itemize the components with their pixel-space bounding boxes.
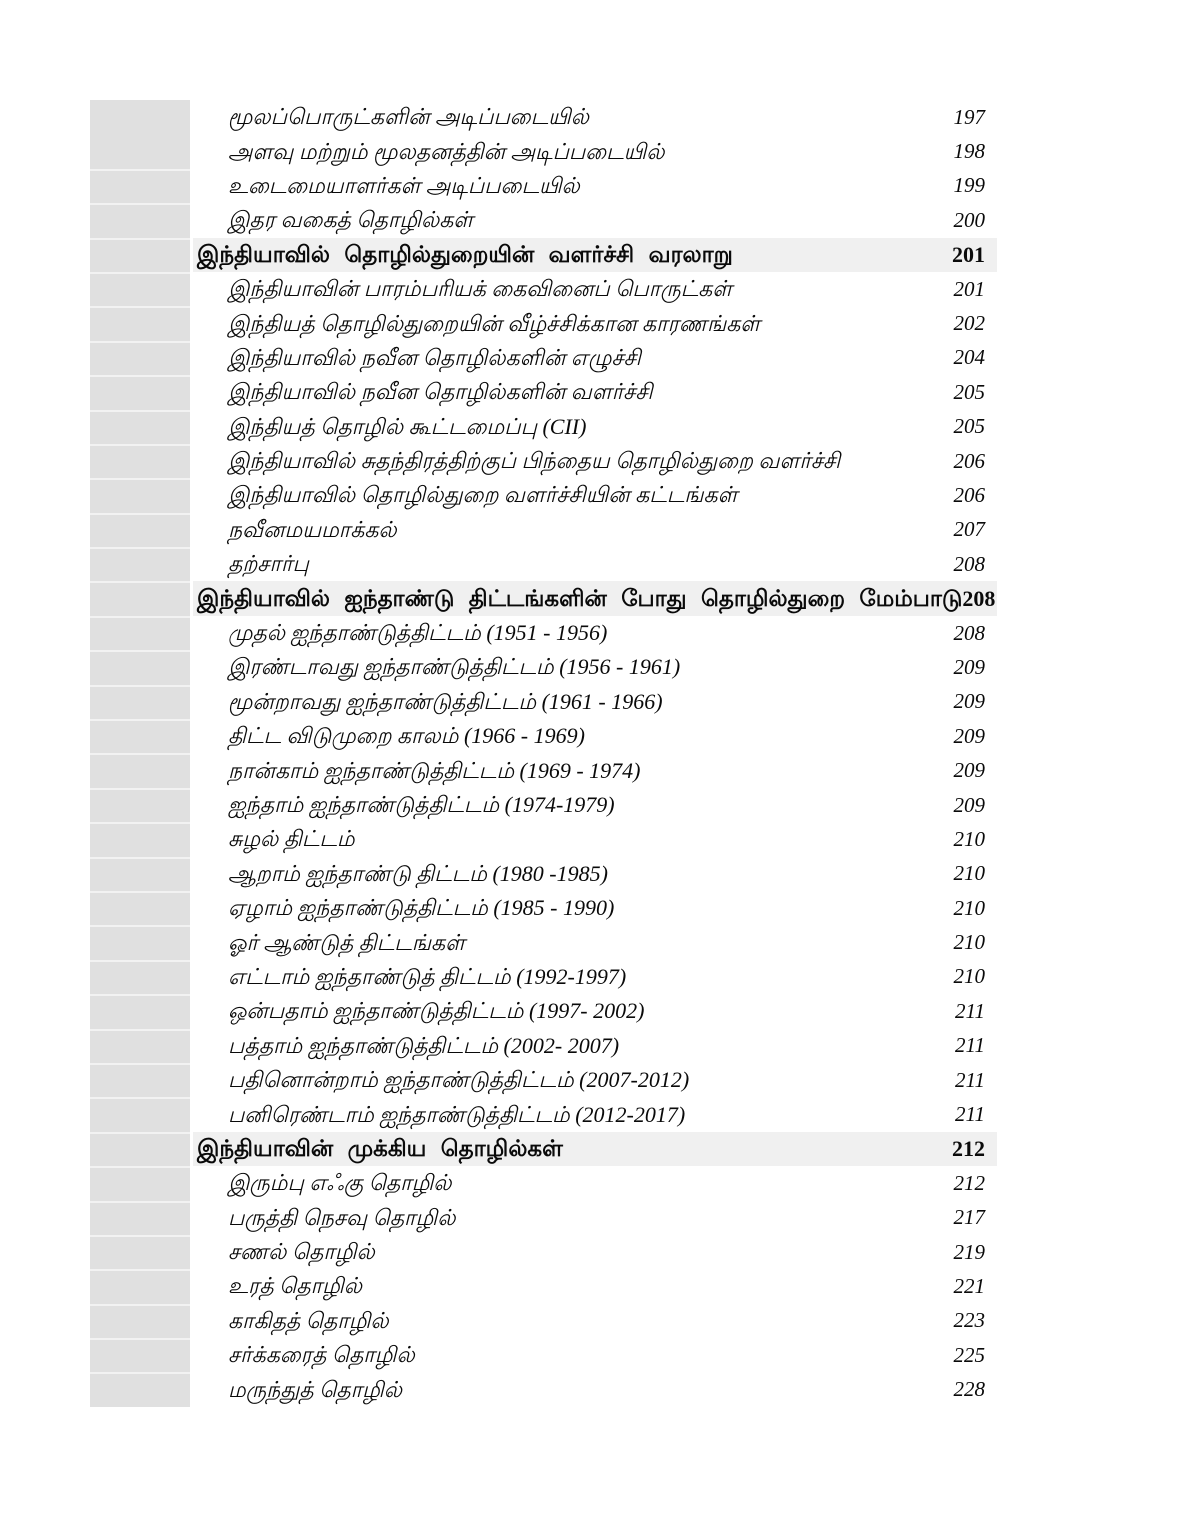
sidebar-strip-cell [90, 1132, 190, 1166]
sidebar-strip-cell [90, 203, 190, 237]
toc-entry-page-number: 198 [953, 139, 985, 164]
toc-row [0, 685, 1182, 719]
toc-entry-title: ஆறாம் ஐந்தாண்டு திட்டம் (1980 -1985) [228, 860, 608, 886]
toc-row-main [193, 1063, 997, 1097]
toc-entry-title: இந்தியாவில் தொழில்துறை வளர்ச்சியின் கட்டங்கள் [228, 482, 738, 508]
toc-row [0, 341, 1182, 375]
toc-entry-page-number: 211 [955, 1102, 985, 1127]
toc-row [0, 857, 1182, 891]
sidebar-strip-cell [90, 650, 190, 684]
toc-entry-title: இதர வகைத் தொழில்கள் [228, 207, 474, 233]
toc-entry-title: பத்தாம் ஐந்தாண்டுத்திட்டம் (2002- 2007) [228, 1032, 620, 1058]
toc-row-main [193, 547, 997, 581]
toc-row-main [193, 753, 997, 787]
sidebar-strip-cell [90, 822, 190, 856]
toc-row-main [193, 478, 997, 512]
toc-row-main [193, 1372, 997, 1406]
sidebar-strip-cell [90, 410, 190, 444]
toc-entry-title: மூலப்பொருட்களின் அடிப்படையில் [228, 104, 589, 130]
sidebar-strip-cell [90, 1304, 190, 1338]
toc-row-main [193, 822, 997, 856]
toc-entry-page-number: 209 [953, 723, 985, 748]
toc-row [0, 1201, 1182, 1235]
toc-entry-page-number: 208 [953, 620, 985, 645]
toc-entry-title: எட்டாம் ஐந்தாண்டுத் திட்டம் (1992-1997) [228, 963, 627, 989]
toc-entry-title: இந்தியாவில் ஐந்தாண்டு திட்டங்களின் போது தொழில்துறை மேம்பாடு [197, 585, 963, 612]
toc-row-main [193, 375, 997, 409]
toc-entry-page-number: 210 [953, 930, 985, 955]
toc-row [0, 1269, 1182, 1303]
sidebar-strip-cell [90, 1029, 190, 1063]
sidebar-strip-cell [90, 616, 190, 650]
toc-row [0, 513, 1182, 547]
toc-row [0, 1063, 1182, 1097]
toc-entry-page-number: 211 [955, 998, 985, 1023]
toc-entry-page-number: 205 [953, 379, 985, 404]
sidebar-strip-cell [90, 1097, 190, 1131]
toc-entry-title: இரண்டாவது ஐந்தாண்டுத்திட்டம் (1956 - 1961) [228, 654, 681, 680]
toc-row-main [193, 1235, 997, 1269]
sidebar-strip-cell [90, 719, 190, 753]
toc-entry-page-number: 228 [953, 1377, 985, 1402]
toc-entry-page-number: 208 [962, 585, 996, 611]
toc-entry-title: பருத்தி நெசவு தொழில் [228, 1204, 456, 1230]
toc-row [0, 478, 1182, 512]
toc-row [0, 891, 1182, 925]
toc-entry-page-number: 206 [953, 482, 985, 507]
toc-entry-page-number: 211 [955, 1033, 985, 1058]
toc-entry-title: இந்தியத் தொழில் கூட்டமைப்பு (CII) [228, 413, 587, 439]
sidebar-strip-cell [90, 513, 190, 547]
sidebar-strip-cell [90, 581, 190, 615]
toc-entry-title: இந்தியாவில் சுதந்திரத்திற்குப் பிந்தைய தொழில்துறை வளர்ச்சி [228, 448, 841, 474]
sidebar-strip-cell [90, 1372, 190, 1406]
toc-row-main [193, 719, 997, 753]
toc-entry-title: ஏழாம் ஐந்தாண்டுத்திட்டம் (1985 - 1990) [228, 895, 615, 921]
toc-entry-page-number: 210 [953, 826, 985, 851]
toc-row [0, 994, 1182, 1028]
toc-entry-title: உரத் தொழில் [228, 1273, 363, 1299]
toc-row-main [193, 581, 997, 615]
toc-entry-page-number: 219 [953, 1239, 985, 1264]
toc-entry-title: இந்தியாவின் பாரம்பரியக் கைவினைப் பொருட்கள் [228, 276, 733, 302]
toc-row-main [193, 1166, 997, 1200]
toc-row [0, 822, 1182, 856]
toc-entry-page-number: 217 [953, 1205, 985, 1230]
toc-row [0, 375, 1182, 409]
toc-entry-page-number: 197 [953, 104, 985, 129]
toc-entry-page-number: 212 [952, 1135, 985, 1161]
toc-entry-title: சுழல் திட்டம் [228, 826, 355, 852]
toc-row [0, 1304, 1182, 1338]
toc-entry-page-number: 212 [953, 1170, 985, 1195]
toc-entry-page-number: 209 [953, 689, 985, 714]
toc-row-main [193, 616, 997, 650]
sidebar-strip-cell [90, 100, 190, 134]
toc-row-main [193, 238, 997, 272]
toc-entry-title: சர்க்கரைத் தொழில் [228, 1342, 415, 1368]
toc-row-main [193, 272, 997, 306]
sidebar-strip-cell [90, 1269, 190, 1303]
toc-entry-title: பனிரெண்டாம் ஐந்தாண்டுத்திட்டம் (2012-2017) [228, 1101, 686, 1127]
toc-entry-page-number: 208 [953, 551, 985, 576]
toc-row [0, 203, 1182, 237]
sidebar-strip-cell [90, 1063, 190, 1097]
toc-row-main [193, 1338, 997, 1372]
toc-entry-title: சணல் தொழில் [228, 1239, 375, 1265]
toc-row-main [193, 1132, 997, 1166]
toc-entry-title: உடைமையாளர்கள் அடிப்படையில் [228, 172, 580, 198]
sidebar-strip-cell [90, 1235, 190, 1269]
sidebar-strip-cell [90, 375, 190, 409]
toc-entry-title: மூன்றாவது ஐந்தாண்டுத்திட்டம் (1961 - 1966) [228, 688, 663, 714]
toc-entry-title: மருந்துத் தொழில் [228, 1376, 402, 1402]
sidebar-strip-cell [90, 1201, 190, 1235]
toc-row-main [193, 1029, 997, 1063]
toc-row-main [193, 306, 997, 340]
sidebar-strip-cell [90, 1338, 190, 1372]
toc-row [0, 1338, 1182, 1372]
toc-row-main [193, 203, 997, 237]
toc-entry-title: திட்ட விடுமுறை காலம் (1966 - 1969) [228, 723, 585, 749]
toc-section-header-row [0, 1132, 1182, 1166]
toc-row [0, 169, 1182, 203]
toc-row [0, 444, 1182, 478]
toc-row [0, 1372, 1182, 1406]
toc-entry-title: நான்காம் ஐந்தாண்டுத்திட்டம் (1969 - 1974) [228, 757, 641, 783]
sidebar-strip-cell [90, 925, 190, 959]
toc-entry-page-number: 202 [953, 311, 985, 336]
toc-entry-page-number: 210 [953, 895, 985, 920]
toc-entry-page-number: 204 [953, 345, 985, 370]
toc-entry-title: இந்தியாவில் தொழில்துறையின் வளர்ச்சி வரலாறு [197, 241, 733, 268]
toc-row-main [193, 1304, 997, 1338]
toc-entry-page-number: 210 [953, 861, 985, 886]
toc-entry-title: இந்தியாவில் நவீன தொழில்களின் வளர்ச்சி [228, 379, 653, 405]
toc-entry-title: ஓர் ஆண்டுத் திட்டங்கள் [228, 929, 465, 955]
table-of-contents [0, 100, 1182, 1407]
toc-row [0, 134, 1182, 168]
toc-entry-title: பதினொன்றாம் ஐந்தாண்டுத்திட்டம் (2007-2012) [228, 1067, 690, 1093]
toc-entry-page-number: 223 [953, 1308, 985, 1333]
toc-entry-page-number: 201 [952, 241, 985, 267]
toc-entry-title: இந்தியாவில் நவீன தொழில்களின் எழுச்சி [228, 344, 641, 370]
toc-row [0, 753, 1182, 787]
sidebar-strip-cell [90, 169, 190, 203]
sidebar-strip-cell [90, 960, 190, 994]
toc-entry-title: நவீனமயமாக்கல் [228, 516, 397, 542]
toc-row-main [193, 444, 997, 478]
sidebar-strip-cell [90, 753, 190, 787]
toc-entry-title: ஐந்தாம் ஐந்தாண்டுத்திட்டம் (1974-1979) [228, 792, 615, 817]
toc-section-header-row [0, 581, 1182, 615]
toc-entry-page-number: 210 [953, 964, 985, 989]
toc-row [0, 960, 1182, 994]
toc-row-main [193, 341, 997, 375]
toc-row [0, 1166, 1182, 1200]
toc-row [0, 616, 1182, 650]
toc-row [0, 788, 1182, 822]
toc-entry-page-number: 201 [953, 276, 985, 301]
sidebar-strip-cell [90, 272, 190, 306]
toc-entry-title: இந்தியத் தொழில்துறையின் வீழ்ச்சிக்கான காரணங்கள் [228, 310, 761, 336]
sidebar-strip-cell [90, 238, 190, 272]
toc-entry-page-number: 206 [953, 448, 985, 473]
toc-row [0, 719, 1182, 753]
toc-row [0, 272, 1182, 306]
sidebar-strip-cell [90, 134, 190, 168]
toc-row [0, 1097, 1182, 1131]
toc-row-main [193, 1269, 997, 1303]
toc-section-header-row [0, 238, 1182, 272]
toc-entry-title: இந்தியாவின் முக்கிய தொழில்கள் [197, 1135, 563, 1162]
toc-row [0, 925, 1182, 959]
toc-row-main [193, 960, 997, 994]
toc-entry-page-number: 199 [953, 173, 985, 198]
sidebar-strip-cell [90, 444, 190, 478]
sidebar-strip-cell [90, 994, 190, 1028]
toc-row-main [193, 994, 997, 1028]
toc-row-main [193, 410, 997, 444]
sidebar-strip-cell [90, 788, 190, 822]
toc-row [0, 306, 1182, 340]
toc-entry-title: இரும்பு எஃகு தொழில் [228, 1170, 452, 1196]
toc-entry-page-number: 209 [953, 758, 985, 783]
sidebar-strip-cell [90, 685, 190, 719]
toc-row-main [193, 891, 997, 925]
toc-row-main [193, 513, 997, 547]
toc-row-main [193, 925, 997, 959]
toc-row-main [193, 788, 997, 822]
toc-row-main [193, 134, 997, 168]
toc-row [0, 1235, 1182, 1269]
toc-entry-title: காகிதத் தொழில் [228, 1307, 389, 1333]
toc-row [0, 100, 1182, 134]
sidebar-strip-cell [90, 891, 190, 925]
sidebar-strip-cell [90, 306, 190, 340]
toc-row-main [193, 650, 997, 684]
toc-row [0, 1029, 1182, 1063]
toc-entry-page-number: 205 [953, 414, 985, 439]
sidebar-strip-cell [90, 857, 190, 891]
sidebar-strip-cell [90, 547, 190, 581]
sidebar-strip-cell [90, 341, 190, 375]
toc-entry-page-number: 225 [953, 1342, 985, 1367]
sidebar-strip-cell [90, 1166, 190, 1200]
toc-row-main [193, 169, 997, 203]
sidebar-strip-cell [90, 478, 190, 512]
toc-row [0, 547, 1182, 581]
toc-row-main [193, 857, 997, 891]
toc-entry-page-number: 200 [953, 207, 985, 232]
toc-row-main [193, 1097, 997, 1131]
toc-entry-title: அளவு மற்றும் மூலதனத்தின் அடிப்படையில் [228, 138, 665, 164]
toc-entry-title: முதல் ஐந்தாண்டுத்திட்டம் (1951 - 1956) [228, 620, 608, 646]
toc-row-main [193, 1201, 997, 1235]
toc-entry-page-number: 221 [953, 1273, 985, 1298]
toc-entry-page-number: 209 [953, 792, 985, 817]
toc-row [0, 650, 1182, 684]
toc-row [0, 410, 1182, 444]
toc-entry-page-number: 209 [953, 654, 985, 679]
toc-entry-page-number: 207 [953, 517, 985, 542]
toc-entry-title: ஒன்பதாம் ஐந்தாண்டுத்திட்டம் (1997- 2002) [228, 998, 645, 1024]
toc-row-main [193, 685, 997, 719]
toc-row-main [193, 100, 997, 134]
toc-entry-title: தற்சார்பு [228, 551, 309, 577]
toc-entry-page-number: 211 [955, 1067, 985, 1092]
